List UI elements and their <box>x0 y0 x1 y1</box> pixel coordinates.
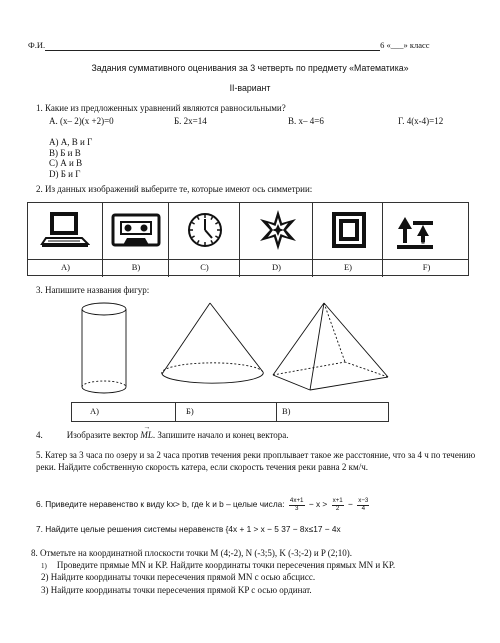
question-3: 3. Напишите названия фигур: <box>36 285 150 295</box>
figure-label-c: В) <box>282 406 291 416</box>
figures-table <box>71 402 389 422</box>
label-b: B) <box>131 262 141 272</box>
question-8-part-3: 3) Найдите координаты точки пересечения прямой KP с осью ординат. <box>41 585 312 595</box>
question-8-part-2: 2) Найдите координаты точки пересечения прямой MN с осью абсцисс. <box>41 572 316 582</box>
computer-icon <box>40 211 90 251</box>
name-line <box>28 40 500 51</box>
question-4: 4. Изобразите вектор → ML. Запишите начало и конец вектора. <box>36 423 289 440</box>
vector-arrow: → <box>143 423 151 431</box>
cylinder-figure <box>82 303 126 393</box>
answer-d[interactable]: D) Б и Г <box>49 168 81 179</box>
nested-squares-icon <box>331 211 367 249</box>
option-b: Б. 2x=14 <box>174 116 207 126</box>
label-e: E) <box>343 262 353 272</box>
question-2: 2. Из данных изображений выберите те, которые имеют ось симметрии: <box>36 184 313 194</box>
label-c: C) <box>200 262 209 272</box>
label-d: D) <box>272 262 281 272</box>
figure-label-a: A) <box>90 406 99 416</box>
pyramid-figure <box>273 303 388 390</box>
question-1: 1. Какие из предложенных уравнений являются равносильными? <box>36 103 286 113</box>
label-f: F) <box>422 262 431 272</box>
fraction-1: $\frac{4x+1}{3}$ <box>289 497 304 512</box>
fraction-3: $\frac{x-3}{4}$ <box>358 497 369 512</box>
page-title: Задания суммативного оценивания за 3 четверть по предмету «Математика» <box>91 63 409 73</box>
name-label: Ф.И. <box>28 40 46 50</box>
variant-label: II-вариант <box>229 83 271 93</box>
solids-figures <box>70 298 410 400</box>
answer-a[interactable]: A) А, В и Г <box>49 137 93 147</box>
question-1-answers <box>49 137 500 179</box>
question-6: 6. Приведите неравенство к виду kx> b, где k и b – целые числа: $\frac{4x+1}{3}$ − x > $\frac{x+1}{2}$ − $\frac{x-3}{4}$ <box>36 497 369 512</box>
question-7: 7. Найдите целые решения системы неравенств {4x + 1 > x − 5 37 − 8x≤17 − 4x <box>36 524 341 534</box>
figure-label-b: Б) <box>186 406 194 416</box>
fraction-2: $\frac{x+1}{2}$ <box>332 497 343 512</box>
clock-icon <box>187 210 223 250</box>
symmetry-table <box>27 202 469 276</box>
vector-name: ML <box>140 430 153 440</box>
name-underline[interactable] <box>45 42 380 51</box>
option-a: А. (x– 2)(x +2)=0 <box>49 116 114 126</box>
answer-b[interactable]: B) Б и В <box>49 147 81 158</box>
cone-figure <box>162 303 263 383</box>
answer-c[interactable]: C) А и В <box>49 158 83 168</box>
cassette-icon <box>111 213 161 249</box>
question-8: 8. Отметьте на координатной плоскости точки M (4;-2), N (-3;5), K (-3;-2) и P (2;10). <box>31 548 353 558</box>
star-icon <box>258 209 298 251</box>
label-a: A) <box>61 262 70 272</box>
question-5: 5. Катер за 3 часа по озеру и за 2 часа против течения реки проплывает такое же расстояние, что за 4 ч по течению реки. Найдите собственную скорость катера, если скорость течения реки равна 2 км/ч. <box>36 450 476 472</box>
sort-arrows-icon <box>396 211 436 251</box>
option-d: Г. 4(x-4)=12 <box>398 116 444 126</box>
question-8-part-1: 1) Проведите прямые MN и KP. Найдите координаты точки пересечения прямых MN и KP. <box>41 560 396 570</box>
option-c: В. x– 4=6 <box>288 116 324 126</box>
class-label: 6 «___» класс <box>380 40 430 50</box>
